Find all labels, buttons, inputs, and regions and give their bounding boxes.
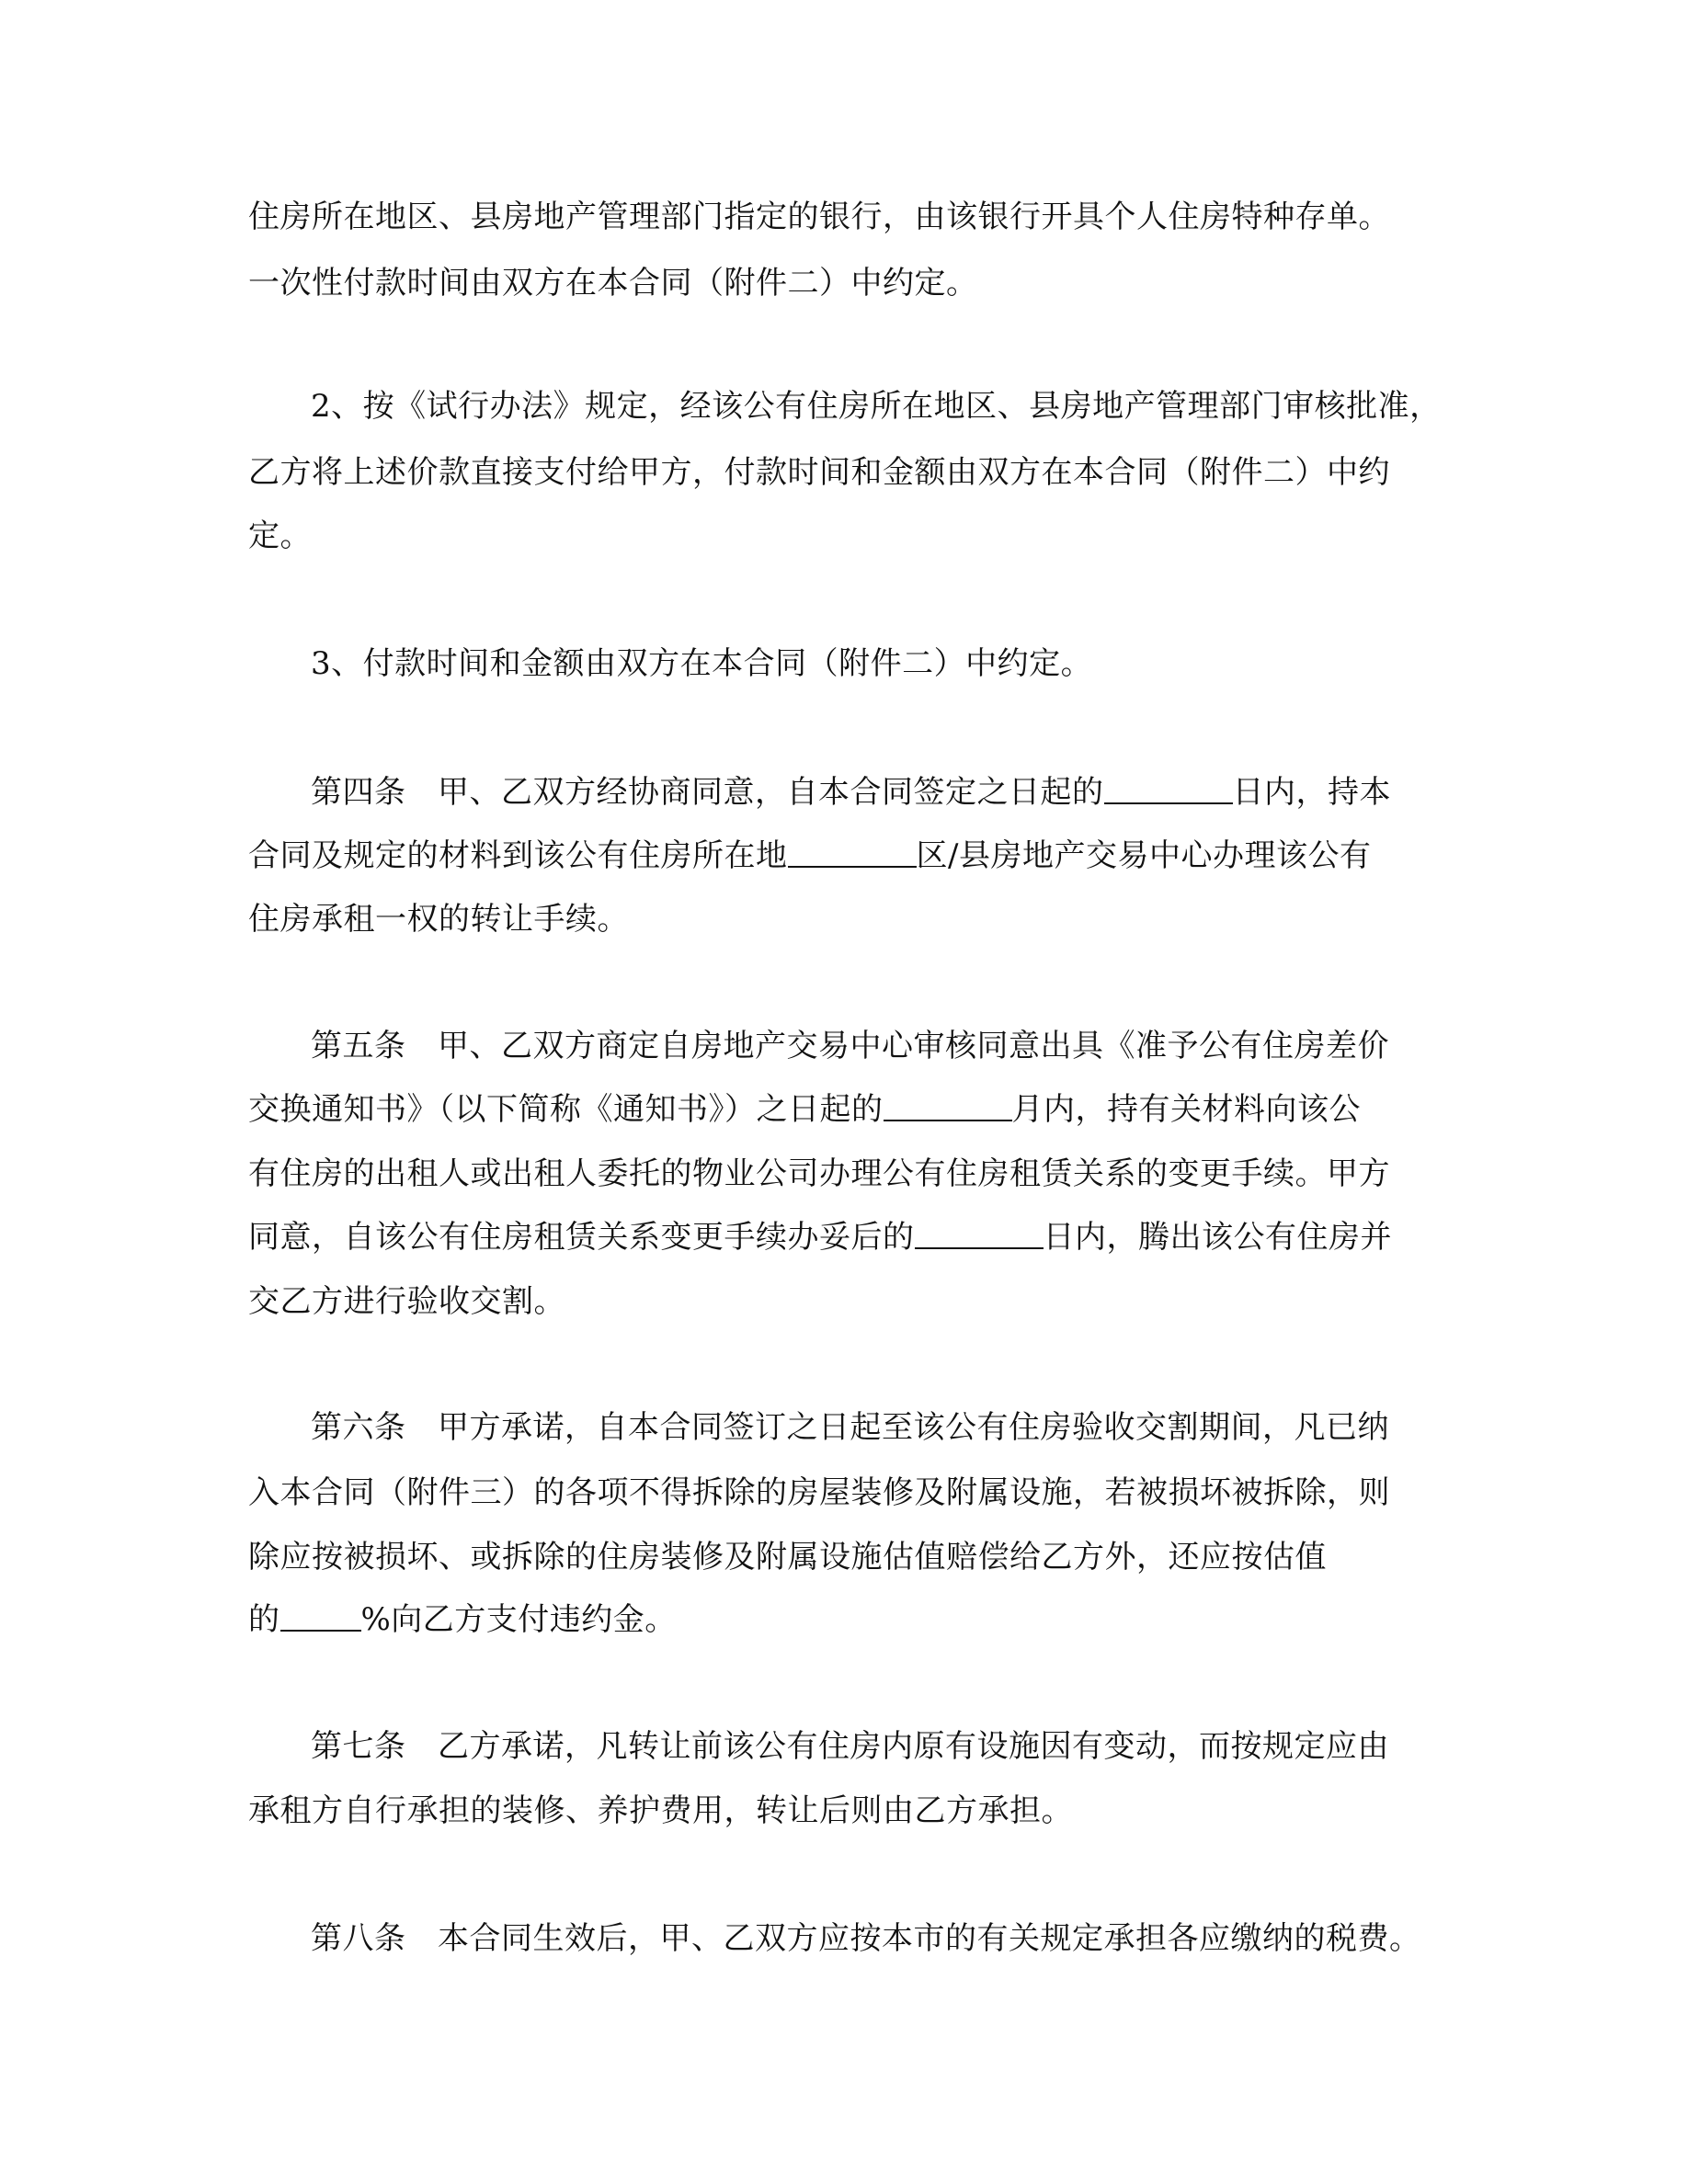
article-5-text-b: 月内，持有关材料向该公 — [1011, 1091, 1361, 1128]
article-6-line-1: 第六条 甲方承诺，自本合同签订之日起至该公有住房验收交割期间，凡已纳 — [311, 1409, 1389, 1446]
paragraph-1-line-1: 住房所在地区、县房地产管理部门指定的银行，由该银行开具个人住房特种存单。 — [248, 199, 1390, 235]
article-5-line-3: 有住房的出租人或出租人委托的物业公司办理公有住房租赁关系的变更手续。甲方 — [248, 1155, 1390, 1192]
article-7-line-2: 承租方自行承担的装修、养护费用，转让后则由乙方承担。 — [248, 1792, 1073, 1829]
article-5-line-5: 交乙方进行验收交割。 — [248, 1283, 565, 1320]
article-6-line-2: 入本合同（附件三）的各项不得拆除的房屋装修及附属设施，若被损坏被拆除，则 — [248, 1474, 1390, 1511]
article-6-text-a: 的 — [248, 1601, 280, 1638]
article-4-line-1 — [311, 774, 1391, 811]
paragraph-1-line-2: 一次性付款时间由双方在本合同（附件二）中约定。 — [248, 265, 978, 301]
paragraph-2-line-2: 乙方将上述价款直接支付给甲方，付款时间和金额由双方在本合同（附件二）中约 — [248, 454, 1390, 491]
article-4-line-3: 住房承租一权的转让手续。 — [248, 901, 629, 938]
article-6-line-4 — [248, 1601, 677, 1638]
percent-blank — [280, 1602, 361, 1632]
paragraph-2-line-3: 定。 — [248, 518, 312, 554]
article-5-text-c: 同意，自该公有住房租赁关系变更手续办妥后的 — [248, 1219, 915, 1256]
article-5-text-d: 日内，腾出该公有住房并 — [1043, 1219, 1392, 1256]
article-4-text-d: 区/县房地产交易中心办理该公有 — [916, 837, 1372, 874]
article-5-text-a: 交换通知书》（以下简称《通知书》）之日起的 — [248, 1091, 884, 1128]
vacate-days-blank — [915, 1220, 1044, 1249]
article-7-line-1: 第七条 乙方承诺，凡转让前该公有住房内原有设施因有变动，而按规定应由 — [311, 1728, 1389, 1765]
article-4-text-c: 合同及规定的材料到该公有住房所在地 — [248, 837, 788, 874]
article-4-text-b: 日内，持本 — [1232, 774, 1391, 811]
article-8-line-1: 第八条 本合同生效后，甲、乙双方应按本市的有关规定承担各应缴纳的税费。 — [311, 1920, 1421, 1957]
months-blank — [884, 1092, 1012, 1121]
paragraph-2-line-1: 2、按《试行办法》规定，经该公有住房所在地区、县房地产管理部门审核批准， — [311, 388, 1442, 425]
article-6-text-b: %向乙方支付违约金。 — [360, 1601, 677, 1638]
article-4-text-a: 第四条 甲、乙双方经协商同意，自本合同签定之日起的 — [311, 774, 1104, 811]
district-blank — [788, 838, 917, 868]
article-6-line-3: 除应按被损坏、或拆除的住房装修及附属设施估值赔偿给乙方外，还应按估值 — [248, 1539, 1327, 1575]
article-4-line-2 — [248, 837, 1371, 874]
paragraph-3-line-1: 3、付款时间和金额由双方在本合同（附件二）中约定。 — [311, 645, 1093, 682]
days-blank — [1104, 775, 1233, 804]
article-5-line-4 — [248, 1219, 1392, 1256]
article-5-line-2 — [248, 1091, 1361, 1128]
article-5-line-1: 第五条 甲、乙双方商定自房地产交易中心审核同意出具《准予公有住房差价 — [311, 1028, 1389, 1064]
